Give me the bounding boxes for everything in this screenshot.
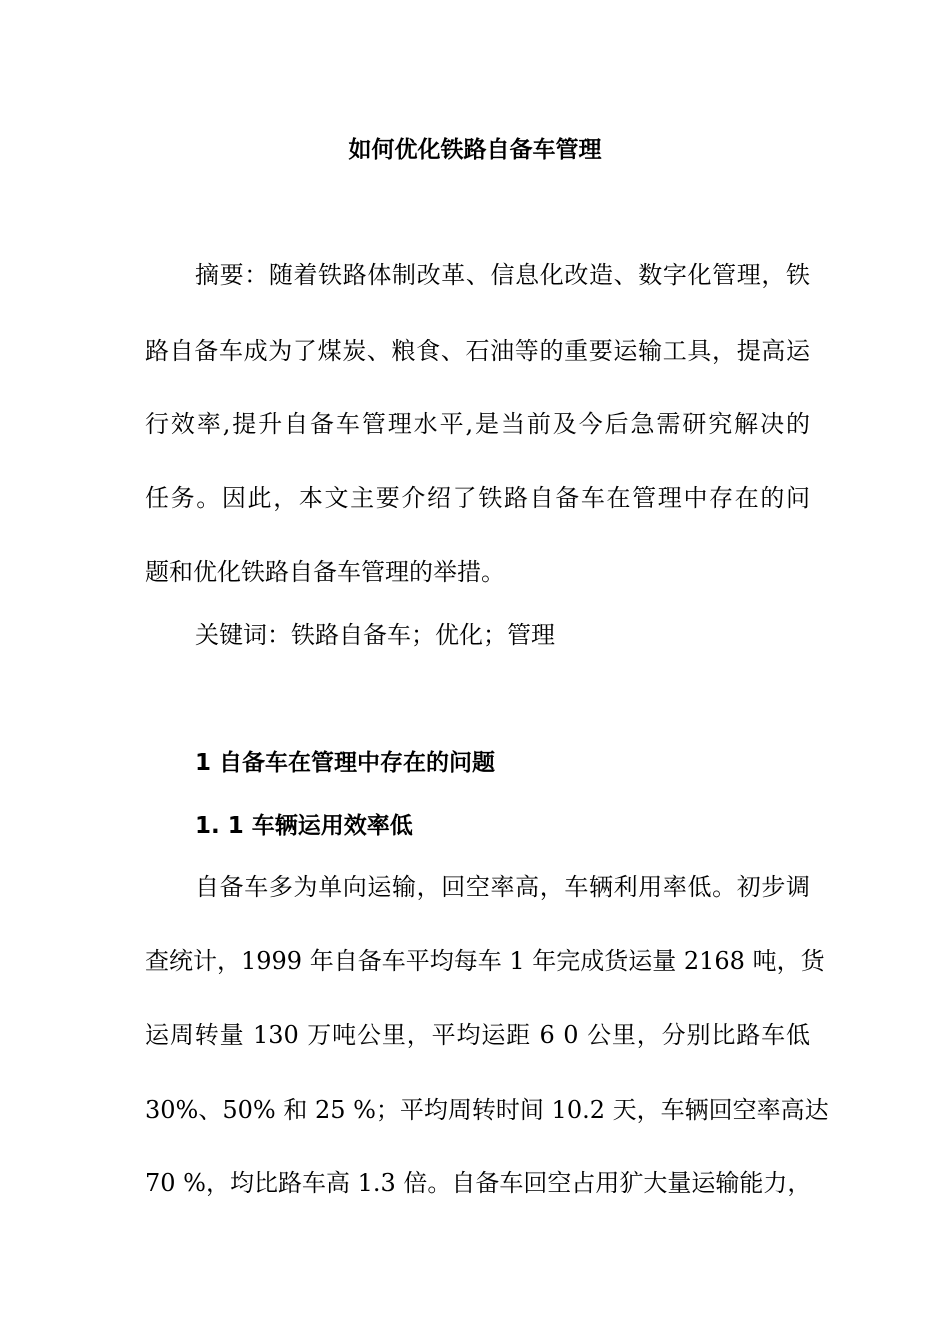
abstract-line-3: 行效率,提升自备车管理水平,是当前及今后急需研究解决的 — [145, 410, 810, 438]
abstract-line-2: 路自备车成为了煤炭、粮食、石油等的重要运输工具，提高运 — [145, 337, 810, 365]
body-line-5: 70 %，均比路车高 1.3 倍。自备车回空占用犷大量运输能力， — [145, 1169, 812, 1197]
keywords-line — [195, 618, 555, 653]
section-heading: 1 自备车在管理中存在的问题 — [195, 750, 496, 776]
body-line-1: 自备车多为单向运输，回空率高，车辆利用率低。初步调 — [195, 873, 810, 901]
abstract-text: 随着铁路体制改革、信息化改造、数字化管理，铁 — [268, 261, 810, 289]
keywords-value: 铁路自备车；优化；管理 — [291, 621, 555, 649]
keywords-label: 关键词： — [195, 621, 291, 649]
subsection-heading: 1. 1 车辆运用效率低 — [195, 813, 413, 839]
body-line-4: 30%、50% 和 25 %；平均周转时间 10.2 天，车辆回空率高达 — [145, 1096, 829, 1124]
body-line-3: 运周转量 130 万吨公里，平均运距 6 0 公里，分别比路车低 — [145, 1021, 810, 1049]
body-line-2: 查统计，1999 年自备车平均每车 1 年完成货运量 2168 吨，货 — [145, 947, 825, 975]
document-title: 如何优化铁路自备车管理 — [348, 137, 602, 163]
abstract-line-5: 题和优化铁路自备车管理的举措。 — [145, 558, 505, 586]
abstract-line-1 — [195, 258, 810, 292]
abstract-label: 摘要： — [195, 261, 269, 289]
abstract-line-4: 任务。因此，本文主要介绍了铁路自备车在管理中存在的问 — [145, 484, 810, 512]
